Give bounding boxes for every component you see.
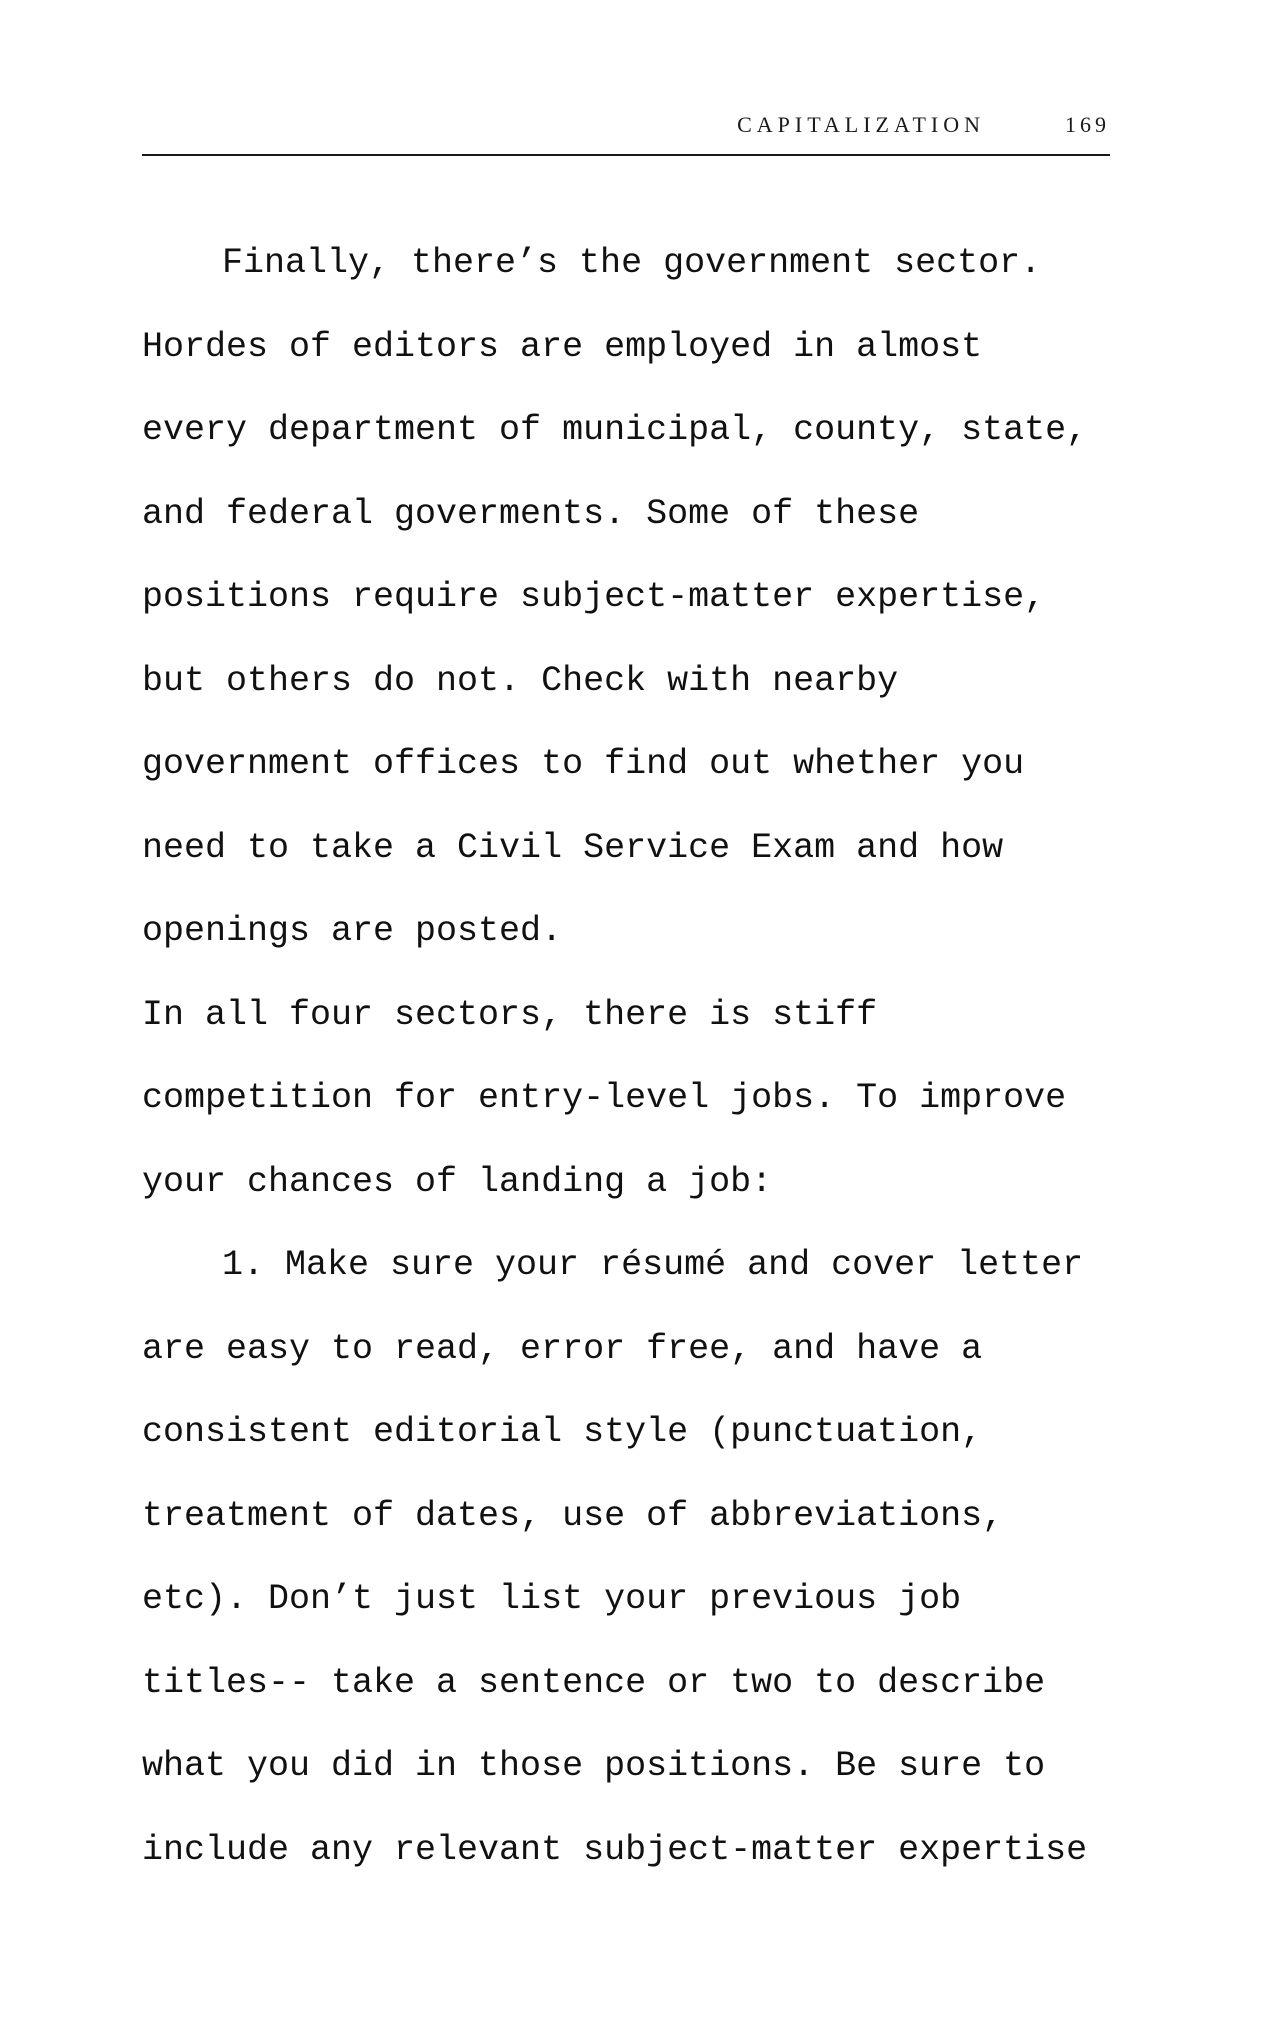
- text-line: what you did in those positions. Be sure to: [142, 1746, 1046, 1786]
- text-line: but others do not. Check with nearby: [142, 660, 899, 701]
- text-line: In all four sectors, there is stiff: [142, 994, 878, 1035]
- page-number: 169: [1065, 112, 1110, 137]
- running-header: [142, 108, 1110, 156]
- text-line: competition for entry-level jobs. To improve: [142, 1078, 1067, 1118]
- text-line: Hordes of editors are employed in almost: [142, 326, 983, 367]
- text-line: etc). Don’t just list your previous job: [142, 1579, 962, 1619]
- text-line: titles-- take a sentence or two to describe: [142, 1662, 1046, 1703]
- running-title: CAPITALIZATION: [737, 112, 985, 137]
- text-line: Finally, there’s the government sector.: [222, 243, 1042, 283]
- text-line: positions require subject-matter expertise,: [142, 577, 1046, 617]
- list-item-line: 1. Make sure your résumé and cover letter: [222, 1245, 1084, 1285]
- text-line: government offices to find out whether you: [142, 744, 1025, 784]
- text-line: consistent editorial style (punctuation,: [142, 1412, 983, 1452]
- text-line: and federal goverments. Some of these: [142, 493, 920, 534]
- text-line: your chances of landing a job:: [142, 1161, 773, 1202]
- text-line: need to take a Civil Service Exam and how: [142, 827, 1004, 868]
- text-line: every department of municipal, county, state,: [142, 410, 1088, 450]
- text-line: are easy to read, error free, and have a: [142, 1328, 983, 1369]
- text-line: include any relevant subject-matter expertise: [142, 1829, 1088, 1870]
- text-line: openings are posted.: [142, 911, 563, 951]
- text-line: treatment of dates, use of abbreviations,: [142, 1495, 1004, 1536]
- body-text: [142, 222, 1122, 1892]
